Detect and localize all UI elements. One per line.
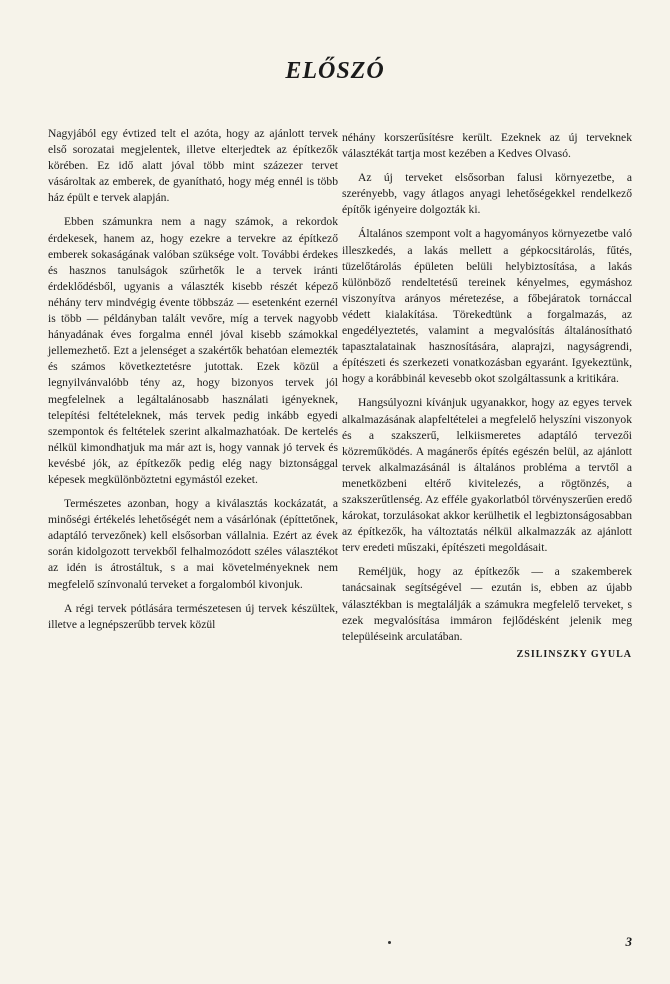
paragraph: Ebben számunkra nem a nagy számok, a rekordok érdekesek, hanem az, hogy ezekre a tervekre az építkező emberek sokaságának valóban szüksége volt. További érdekes és hasznos tanulságok szűrhetők le a tervek iránti érdeklődésből, ugyanis a választék kisebb részét képező néhány terv mindvégig évente többszáz — esetenként ezernél is több — példányban talált vevőre, míg a tervek nagyobb hányadának éves forgalma ennél jóval kisebb számokkal jellemezhető. Ezt a jelenséget a szakértők behatóan elemezték és számos következtetésre jutottak. Ezek közül a legnyilvánvalóbb tény az, hogy bizonyos tervek jól megfelelnek a legáltalánosabb használati igényeknek, telepítési feltételeknek, más tervek pedig inkább egyedi szempontok és feltételek szerint alkalmazhatóak. De kertelés nélkül kimondhatjuk ma már azt is, hogy vannak jó tervek és kevésbé jók, az építkezők pedig elég nagy biztonsággal képesek megkülönböztetni egymástól ezeket. bbox=[48, 215, 338, 486]
author-signature: ZSILINSZKY GYULA bbox=[516, 648, 632, 660]
paragraph: Az új terveket elsősorban falusi környezetbe, a szerényebb, vagy átlagos anyagi lehetőségekkel rendelkező építők igényeire dolgozták ki. bbox=[342, 171, 632, 217]
right-column bbox=[342, 130, 632, 663]
page-number: 3 bbox=[625, 934, 632, 949]
paragraph: néhány korszerűsítésre került. Ezeknek az új terveknek választékát tartja most kezében a Kedves Olvasó. bbox=[342, 131, 632, 161]
paragraph: Természetes azonban, hogy a kiválasztás kockázatát, a minőségi értékelés lehetőségét nem a vásárlónak (építtetőnek, adaptáló tervezőnek) kell elsősorban vállalnia. Ezért az évek során kidolgozott tervekből felhalmozódott széles választékot az idén is átrostáltuk, s a mai követelményeknek nem megfelelő színvonalú terveket a forgalomból kivonjuk. bbox=[48, 497, 338, 591]
page-title: ELŐSZÓ bbox=[285, 58, 385, 84]
left-column bbox=[48, 126, 338, 633]
print-dot bbox=[388, 941, 391, 944]
paragraph: A régi tervek pótlására természetesen új tervek készültek, illetve a legnépszerűbb tervek közül bbox=[48, 601, 338, 631]
paragraph: Reméljük, hogy az építkezők — a szakemberek tanácsainak segítségével — ezután is, ebben az újabb választékban is megtalálják a számukra megfelelő terveket, s ezek megvalósítása immáron fejlődésként jelenik meg településeink arculatában. bbox=[342, 565, 632, 643]
paragraph: Hangsúlyozni kívánjuk ugyanakkor, hogy az egyes tervek alkalmazásának alapfeltételei a megfelelő helyszíni viszonyok és a szakszerű, lelkiismeretes adaptáló tervezői közreműködés. A magánerős építés egészén belül, az ajánlott tervek alkalmazásánál is általános probléma a tervtől a menetközbeni eltérő kivitelezés, a rögtönzés, a szakszerűtlenség. Az efféle gyakorlatból törvényszerűen eredő károkat, torzulásokat akkor kerülhetik el legbiztonságosabban az építkezők, ha változtatás nélkül alkalmazzák az ajánlott terv eredeti műszaki, építészeti megoldásait. bbox=[342, 396, 632, 555]
paragraph: Általános szempont volt a hagyományos környezetbe való illeszkedés, a lakás mellett a gépkocsitárolás, fűtés, tüzelőtárolás épületen belüli helybiztosítása, a lakás különböző rendeltetésű tereinek kényelmes, egymáshoz viszonyítva arányos méretezése, a főbejáratok tornáccal védett kialakítása. Törekedtünk a forgalmazás, az engedélyeztetés, valamint a megvalósítás általánosítható tapasztalatainak hasznosítására, alaprajzi, nagyságrendi, építészeti és szerkezeti vonatkozásban egyaránt. Igyekeztünk, hogy a korábbinál kevesebb okot szolgáltassunk a kritikára. bbox=[342, 227, 632, 386]
paragraph: Nagyjából egy évtized telt el azóta, hogy az ajánlott tervek első sorozatai megjelentek, illetve elterjedtek az építkezők körében. Ez idő alatt jóval több mint százezer tervet vásároltak az emberek, de gyanítható, hogy még ennél is több ház épült e tervek alapján. bbox=[48, 127, 338, 205]
